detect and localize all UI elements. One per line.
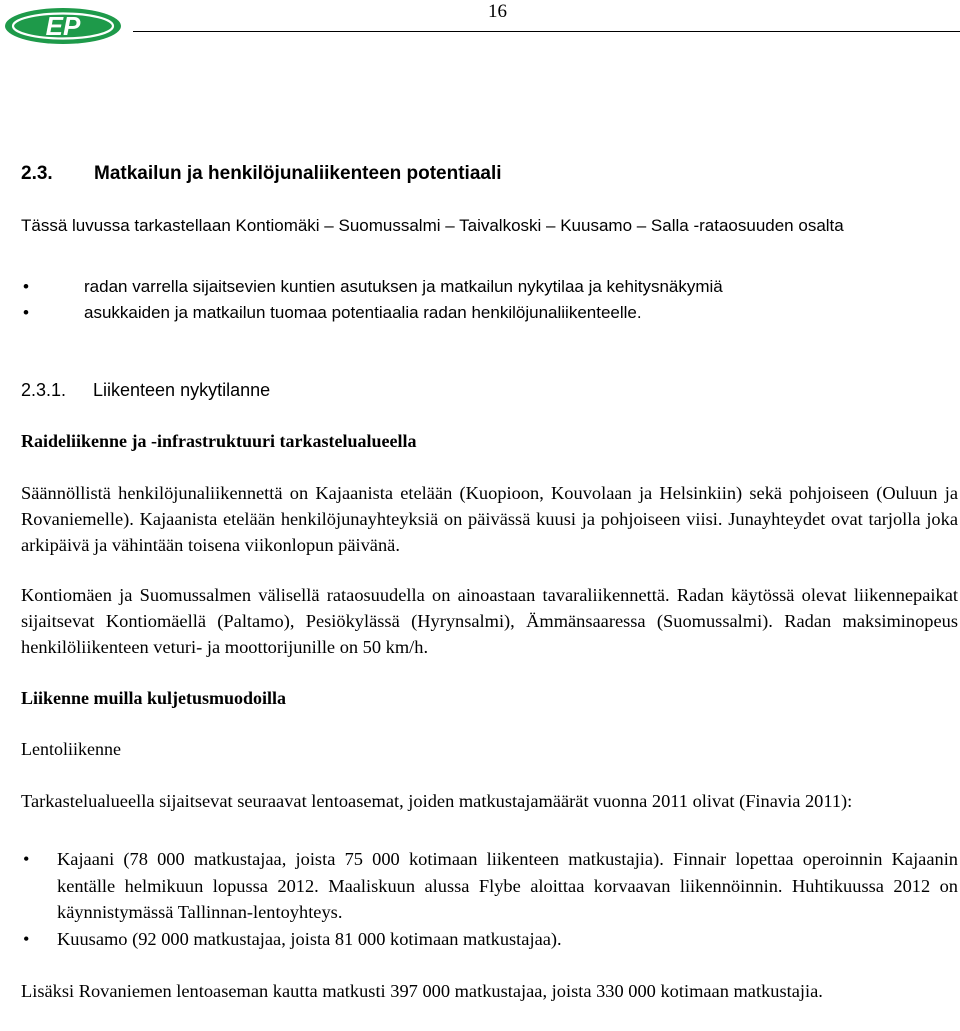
rail-paragraph-2: Kontiomäen ja Suomussalmen välisellä rataosuudella on ainoastaan tavaraliikennettä. Radan käytössä olevat liikennepaikat sijaitsevat Kontiomäellä (Paltamo), Pesiökylässä (Hyrynsalmi), Ämmänsaaressa (Suomussalmi). Radan maksiminopeus henkilöliikenteen veturi- ja moottorijunille on 50 km/h. [21,585,958,657]
air-traffic-heading: Lentoliikenne [21,739,121,759]
logo-text: EP [45,11,81,41]
other-transport-heading: Liikenne muilla kuljetusmuodoilla [21,688,287,708]
subsection-number: 2.3.1. [21,380,67,400]
ep-logo [3,6,123,46]
header-rule [133,31,960,32]
bullet-icon: • [23,928,30,949]
section-heading [21,162,502,186]
rail-heading: Raideliikenne ja -infrastruktuuri tarkastelualueella [21,431,417,451]
list-item: • asukkaiden ja matkailun tuomaa potentiaalia radan henkilöjunaliikenteelle. [21,300,960,326]
section-title: Matkailun ja henkilöjunaliikenteen potentiaali [94,163,502,184]
bullet-icon: • [23,303,29,322]
list-item: • Kajaani (78 000 matkustajaa, joista 75 000 kotimaan liikenteen matkustajia). Finnair lopettaa operoinnin Kajaanin kentälle helmikuun lopussa 2012. Maaliskuun alussa Flybe aloittaa korvaavan liikennöinnin. Huhtikuussa 2012 on käynnistymässä Tallinnan-lentoyhteys. [21,846,958,926]
intro-paragraph: Tässä luvussa tarkastellaan Kontiomäki – Suomussalmi – Taivalkoski – Kuusamo – Salla -rataosuuden osalta [21,216,844,235]
air-paragraph: Tarkastelualueella sijaitsevat seuraavat lentoasemat, joiden matkustajamäärät vuonna 2011 olivat (Finavia 2011): [21,791,853,811]
list-item: • Kuusamo (92 000 matkustajaa, joista 81 000 kotimaan matkustajaa). [21,926,958,953]
subsection-title: Liikenteen nykytilanne [93,380,271,400]
bullet-icon: • [23,849,30,869]
page-number: 16 [488,1,507,22]
intro-bullet-list [21,274,960,326]
rail-paragraph-1: Säännöllistä henkilöjunaliikennettä on Kajaanista etelään (Kuopioon, Kouvolaan ja Helsinkiin) sekä pohjoiseen (Ouluun ja Rovaniemelle). Kajaanista etelään henkilöjunayhteyksiä on päivässä kuusi ja pohjoiseen viisi. Junayhteydet ovat tarjolla joka arkipäivä ja vähintään toisena viikonlopun päivänä. [21,483,958,555]
list-item: • radan varrella sijaitsevien kuntien asutuksen ja matkailun nykytilaa ja kehitysnäkymiä [21,274,960,300]
closing-paragraph: Lisäksi Rovaniemen lentoaseman kautta matkusti 397 000 matkustajaa, joista 330 000 kotimaan matkustajia. [21,981,823,1001]
section-number: 2.3. [21,163,53,184]
subsection-heading [21,378,270,402]
airport-bullet-list [21,846,958,952]
bullet-icon: • [23,277,29,296]
